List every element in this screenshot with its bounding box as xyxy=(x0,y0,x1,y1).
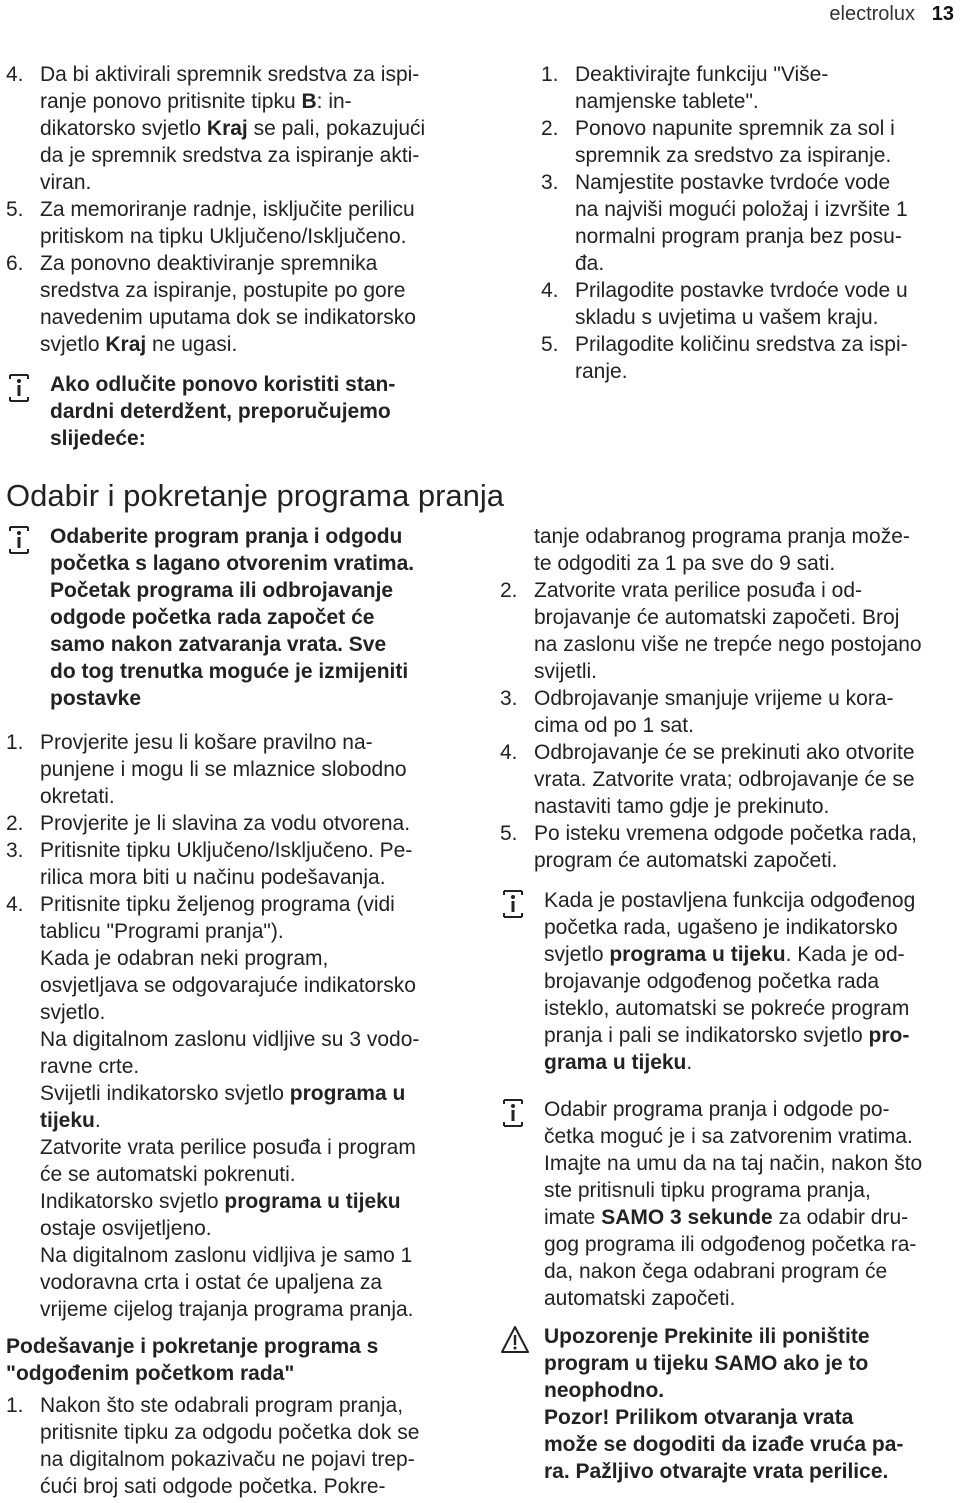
text-line: na zaslonu više ne trepće nego postojano xyxy=(534,633,922,656)
list-number: 6. xyxy=(6,252,24,275)
text-run: da je spremnik sredstva za ispiranje akti- xyxy=(40,144,420,167)
text-line: ranje. xyxy=(575,360,628,383)
text-line: dardni deterdžent, preporučujemo xyxy=(50,400,391,423)
text-line: vrata. Zatvorite vrata; odbrojavanje će se xyxy=(534,768,915,791)
text-line xyxy=(40,864,486,891)
text-run: Svijetli indikatorsko svjetlo xyxy=(40,1082,290,1105)
text-run: Za memoriranje radnje, isključite perilicu xyxy=(40,198,415,221)
text-line xyxy=(40,250,486,277)
text-run: programa u xyxy=(289,1082,406,1105)
text-run: Provjerite jesu li košare pravilno na- xyxy=(40,731,373,754)
text-run: navedenim uputama dok se indikatorsko xyxy=(40,306,416,329)
text-line xyxy=(40,196,486,223)
text-run: Indikatorsko svjetlo xyxy=(40,1190,225,1213)
text-line xyxy=(40,331,486,358)
text-line: Odbrojavanje će se prekinuti ako otvorite xyxy=(534,741,915,764)
text-line xyxy=(40,837,486,864)
text-run: punjene i mogu li se mlaznice slobodno xyxy=(40,758,407,781)
text-run: imate xyxy=(544,1206,602,1229)
text-line: skladu s uvjetima u vašem kraju. xyxy=(575,306,879,329)
list-number: 3. xyxy=(541,171,559,194)
text-line xyxy=(40,1242,486,1269)
list-item xyxy=(541,169,960,277)
text-run: Za ponovno deaktiviranje spremnika xyxy=(40,252,378,275)
delayed-start-steps-continued xyxy=(500,577,960,874)
standard-detergent-steps xyxy=(541,61,960,385)
text-line xyxy=(40,1446,486,1473)
text-run: ćući broj sati odgode početka. Pokre- xyxy=(40,1475,386,1498)
text-line xyxy=(544,968,960,995)
list-number: 2. xyxy=(6,812,24,835)
list-item xyxy=(500,820,960,874)
text-run: četka moguć je i sa zatvorenim vratima. xyxy=(544,1125,913,1148)
list-item xyxy=(6,1392,486,1500)
text-run: svjetlo. xyxy=(40,1001,106,1024)
text-line: tanje odabranog programa pranja može- xyxy=(534,525,910,548)
delayed-start-steps xyxy=(6,1392,486,1500)
text-line: Ako odlučite ponovo koristiti stan- xyxy=(50,373,396,396)
text-run: Pritisnite tipku Uključeno/Isključeno. Pe- xyxy=(40,839,413,862)
text-line: Početak programa ili odbrojavanje xyxy=(50,579,394,602)
text-line xyxy=(40,1473,486,1500)
text-line: Deaktivirajte funkciju "Više- xyxy=(575,63,829,86)
text-run: pranja i pali se indikatorsko svjetlo xyxy=(544,1024,869,1047)
text-line xyxy=(40,756,486,783)
text-line: spremnik za sredstvo za ispiranje. xyxy=(575,144,892,167)
list-item xyxy=(6,837,486,891)
text-run: se pali, pokazujući xyxy=(247,117,426,140)
text-line: Namjestite postavke tvrdoće vode xyxy=(575,171,891,194)
text-run: : in- xyxy=(316,90,352,113)
text-line xyxy=(40,891,486,918)
text-line: može se dogoditi da izađe vruća pa- xyxy=(544,1433,904,1456)
list-item xyxy=(6,196,486,250)
text-run: na digitalnom pokazivaču ne pojavi trep- xyxy=(40,1448,415,1471)
note-standard-detergent xyxy=(6,371,486,452)
text-run: vrijeme cijelog trajanja programa pranja. xyxy=(40,1298,414,1321)
text-line xyxy=(40,304,486,331)
text-line xyxy=(544,1049,960,1076)
text-line xyxy=(40,1215,486,1242)
text-run: programa u tijeku xyxy=(609,943,786,966)
list-item xyxy=(6,61,486,196)
text-run: pro- xyxy=(868,1024,910,1047)
list-item xyxy=(6,810,486,837)
text-line xyxy=(40,810,486,837)
list-item xyxy=(541,277,960,331)
text-line: slijedeće: xyxy=(50,427,146,450)
text-line: đa. xyxy=(575,252,605,275)
text-run: Da bi aktivirali spremnik sredstva za ispi- xyxy=(40,63,420,86)
text-run: Provjerite je li slavina za vodu otvorena. xyxy=(40,812,411,835)
text-line xyxy=(544,1204,960,1231)
text-line xyxy=(544,1231,960,1258)
list-item xyxy=(500,739,960,820)
list-item xyxy=(6,891,486,1323)
text-run: Na digitalnom zaslonu vidljive su 3 vodo- xyxy=(40,1028,420,1051)
text-line: namjenske tablete". xyxy=(575,90,759,113)
text-run: ravne crte. xyxy=(40,1055,140,1078)
text-run: pritisnite tipku za odgodu početka dok se xyxy=(40,1421,420,1444)
text-line xyxy=(40,115,486,142)
text-line xyxy=(544,887,960,914)
text-line xyxy=(40,61,486,88)
text-run: Kraj xyxy=(105,333,147,356)
list-number: 4. xyxy=(500,741,518,764)
text-line xyxy=(40,1107,486,1134)
text-line xyxy=(40,1080,486,1107)
text-line: Pozor! Prilikom otvaranja vrata xyxy=(544,1406,854,1429)
text-line xyxy=(544,1096,960,1123)
note-delayed-start-light xyxy=(500,887,960,1076)
text-line xyxy=(40,972,486,999)
text-line: Ponovo napunite spremnik za sol i xyxy=(575,117,895,140)
text-line xyxy=(40,277,486,304)
text-run: ste pritisnuli tipku programa pranja, xyxy=(544,1179,871,1202)
text-line: Prilagodite postavke tvrdoće vode u xyxy=(575,279,908,302)
activation-steps xyxy=(6,61,486,358)
text-run: pritiskom na tipku Uključeno/Isključeno. xyxy=(40,225,407,248)
text-run: . xyxy=(686,1051,693,1074)
list-number: 5. xyxy=(541,333,559,356)
text-line: Odaberite program pranja i odgodu xyxy=(50,525,403,548)
list-item xyxy=(541,61,960,115)
text-line: program će automatski započeti. xyxy=(534,849,838,872)
text-run: sredstva za ispiranje, postupite po gore xyxy=(40,279,406,302)
text-run: Nakon što ste odabrali program pranja, xyxy=(40,1394,404,1417)
text-run: osvjetljava se odgovarajuće indikatorsko xyxy=(40,974,416,997)
text-run: svjetlo xyxy=(544,943,610,966)
info-icon xyxy=(6,373,32,403)
text-run: ranje ponovo pritisnite tipku xyxy=(40,90,302,113)
list-number: 1. xyxy=(6,731,24,754)
text-line: cima od po 1 sat. xyxy=(534,714,694,737)
text-line xyxy=(40,1269,486,1296)
list-number: 2. xyxy=(500,579,518,602)
note-closed-door-selection xyxy=(500,1096,960,1312)
list-number: 2. xyxy=(541,117,559,140)
text-run: Zatvorite vrata perilice posuđa i program xyxy=(40,1136,416,1159)
text-line xyxy=(40,1053,486,1080)
text-run: Pritisnite tipku željenog programa (vidi xyxy=(40,893,395,916)
text-line xyxy=(544,914,960,941)
text-line: te odgoditi za 1 pa sve do 9 sati. xyxy=(534,552,836,575)
text-run: Kada je postavljena funkcija odgođenog xyxy=(544,889,916,912)
text-run: ne ugasi. xyxy=(146,333,238,356)
list-item xyxy=(6,250,486,358)
text-run: gog programa ili odgođenog početka ra- xyxy=(544,1233,917,1256)
text-run: okretati. xyxy=(40,785,115,808)
text-run: programa u tijeku xyxy=(224,1190,401,1213)
text-run: B xyxy=(301,90,317,113)
text-run: . Kada je od- xyxy=(785,943,905,966)
delayed-start-continuation xyxy=(534,523,960,577)
text-run: tablicu "Programi pranja"). xyxy=(40,920,284,943)
text-line xyxy=(544,941,960,968)
text-line xyxy=(544,995,960,1022)
text-run: da, nakon čega odabrani program će xyxy=(544,1260,888,1283)
text-line xyxy=(544,1150,960,1177)
text-line xyxy=(40,945,486,972)
text-run: Odabir programa pranja i odgode po- xyxy=(544,1098,890,1121)
text-line: Odbrojavanje smanjuje vrijeme u kora- xyxy=(534,687,894,710)
text-run: vodoravna crta i ostat će upaljena za xyxy=(40,1271,383,1294)
delayed-start-heading xyxy=(6,1333,486,1387)
list-number: 4. xyxy=(6,893,24,916)
list-number: 1. xyxy=(6,1394,24,1417)
text-line: Po isteku vremena odgode početka rada, xyxy=(534,822,917,845)
text-run: Imajte na umu da na taj način, nakon što xyxy=(544,1152,923,1175)
text-run: Kraj xyxy=(206,117,248,140)
text-run: SAMO 3 sekunde xyxy=(601,1206,773,1229)
text-run: početka rada, ugašeno je indikatorsko xyxy=(544,916,898,939)
text-run: Na digitalnom zaslonu vidljiva je samo 1 xyxy=(40,1244,413,1267)
info-icon xyxy=(500,889,526,919)
text-line xyxy=(40,1026,486,1053)
text-run: . xyxy=(94,1109,101,1132)
text-line xyxy=(40,999,486,1026)
text-line xyxy=(40,1419,486,1446)
program-start-steps xyxy=(6,729,486,1323)
list-item xyxy=(541,331,960,385)
text-line xyxy=(40,88,486,115)
text-line: Zatvorite vrata perilice posuđa i od- xyxy=(534,579,862,602)
text-line: neophodno. xyxy=(544,1379,665,1402)
list-number: 1. xyxy=(541,63,559,86)
text-run: dikatorsko svjetlo xyxy=(40,117,207,140)
text-line xyxy=(544,1285,960,1312)
text-line xyxy=(544,1022,960,1049)
text-line xyxy=(40,1134,486,1161)
text-run: tijeku xyxy=(40,1109,95,1132)
list-item xyxy=(541,115,960,169)
text-run: automatski započeti. xyxy=(544,1287,736,1310)
text-line: do tog trenutka moguće je izmijeniti xyxy=(50,660,409,683)
text-line: Prilagodite količinu sredstva za ispi- xyxy=(575,333,908,356)
text-line: nastaviti tamo gdje je prekinuto. xyxy=(534,795,830,818)
text-line: program u tijeku SAMO ako je to xyxy=(544,1352,869,1375)
text-line: samo nakon zatvaranja vrata. Sve xyxy=(50,633,387,656)
list-number: 3. xyxy=(6,839,24,862)
warning-interrupt-program xyxy=(500,1323,960,1485)
text-line: postavke xyxy=(50,687,142,710)
list-number: 5. xyxy=(6,198,24,221)
text-run: za odabir dru- xyxy=(772,1206,909,1229)
text-line xyxy=(40,1161,486,1188)
text-line: na najviši mogući položaj i izvršite 1 xyxy=(575,198,908,221)
text-run: Kada je odabran neki program, xyxy=(40,947,329,970)
text-line xyxy=(40,918,486,945)
list-item xyxy=(6,729,486,810)
list-number: 4. xyxy=(541,279,559,302)
text-line xyxy=(40,223,486,250)
text-run: rilica mora biti u načinu podešavanja. xyxy=(40,866,386,889)
text-run: svjetlo xyxy=(40,333,106,356)
text-line xyxy=(40,142,486,169)
info-icon xyxy=(6,525,32,555)
text-run: viran. xyxy=(40,171,92,194)
list-number: 3. xyxy=(500,687,518,710)
section-title: Odabir i pokretanje programa pranja xyxy=(6,478,504,513)
brand-name: electrolux xyxy=(829,3,915,25)
text-line: ra. Pažljivo otvarajte vrata perilice. xyxy=(544,1460,889,1483)
text-line: brojavanje će automatski započeti. Broj xyxy=(534,606,900,629)
text-run: brojavanje odgođenog početka rada xyxy=(544,970,880,993)
warning-icon xyxy=(500,1325,530,1355)
text-line: Upozorenje Prekinite ili poništite xyxy=(544,1325,870,1348)
text-line: početka s lagano otvorenim vratima. xyxy=(50,552,415,575)
list-item xyxy=(500,577,960,685)
text-line xyxy=(40,1296,486,1323)
text-line: svijetli. xyxy=(534,660,598,683)
text-run: ostaje osvijetljeno. xyxy=(40,1217,212,1240)
info-icon xyxy=(500,1098,526,1128)
text-line xyxy=(544,1123,960,1150)
note-program-selection xyxy=(6,523,486,712)
page-number: 13 xyxy=(931,3,954,25)
text-line xyxy=(40,729,486,756)
text-line: Podešavanje i pokretanje programa s xyxy=(6,1335,379,1358)
text-line xyxy=(544,1258,960,1285)
text-run: grama u tijeku xyxy=(544,1051,687,1074)
text-line: odgode početka rada započet će xyxy=(50,606,375,629)
text-run: će se automatski pokrenuti. xyxy=(40,1163,296,1186)
text-line xyxy=(40,783,486,810)
text-line: normalni program pranja bez posu- xyxy=(575,225,902,248)
text-line xyxy=(40,1188,486,1215)
text-line xyxy=(40,1392,486,1419)
list-item xyxy=(500,685,960,739)
text-line xyxy=(544,1177,960,1204)
list-number: 4. xyxy=(6,63,24,86)
text-run: isteklo, automatski se pokreće program xyxy=(544,997,910,1020)
text-line: "odgođenim početkom rada" xyxy=(6,1362,295,1385)
list-number: 5. xyxy=(500,822,518,845)
text-line xyxy=(40,169,486,196)
